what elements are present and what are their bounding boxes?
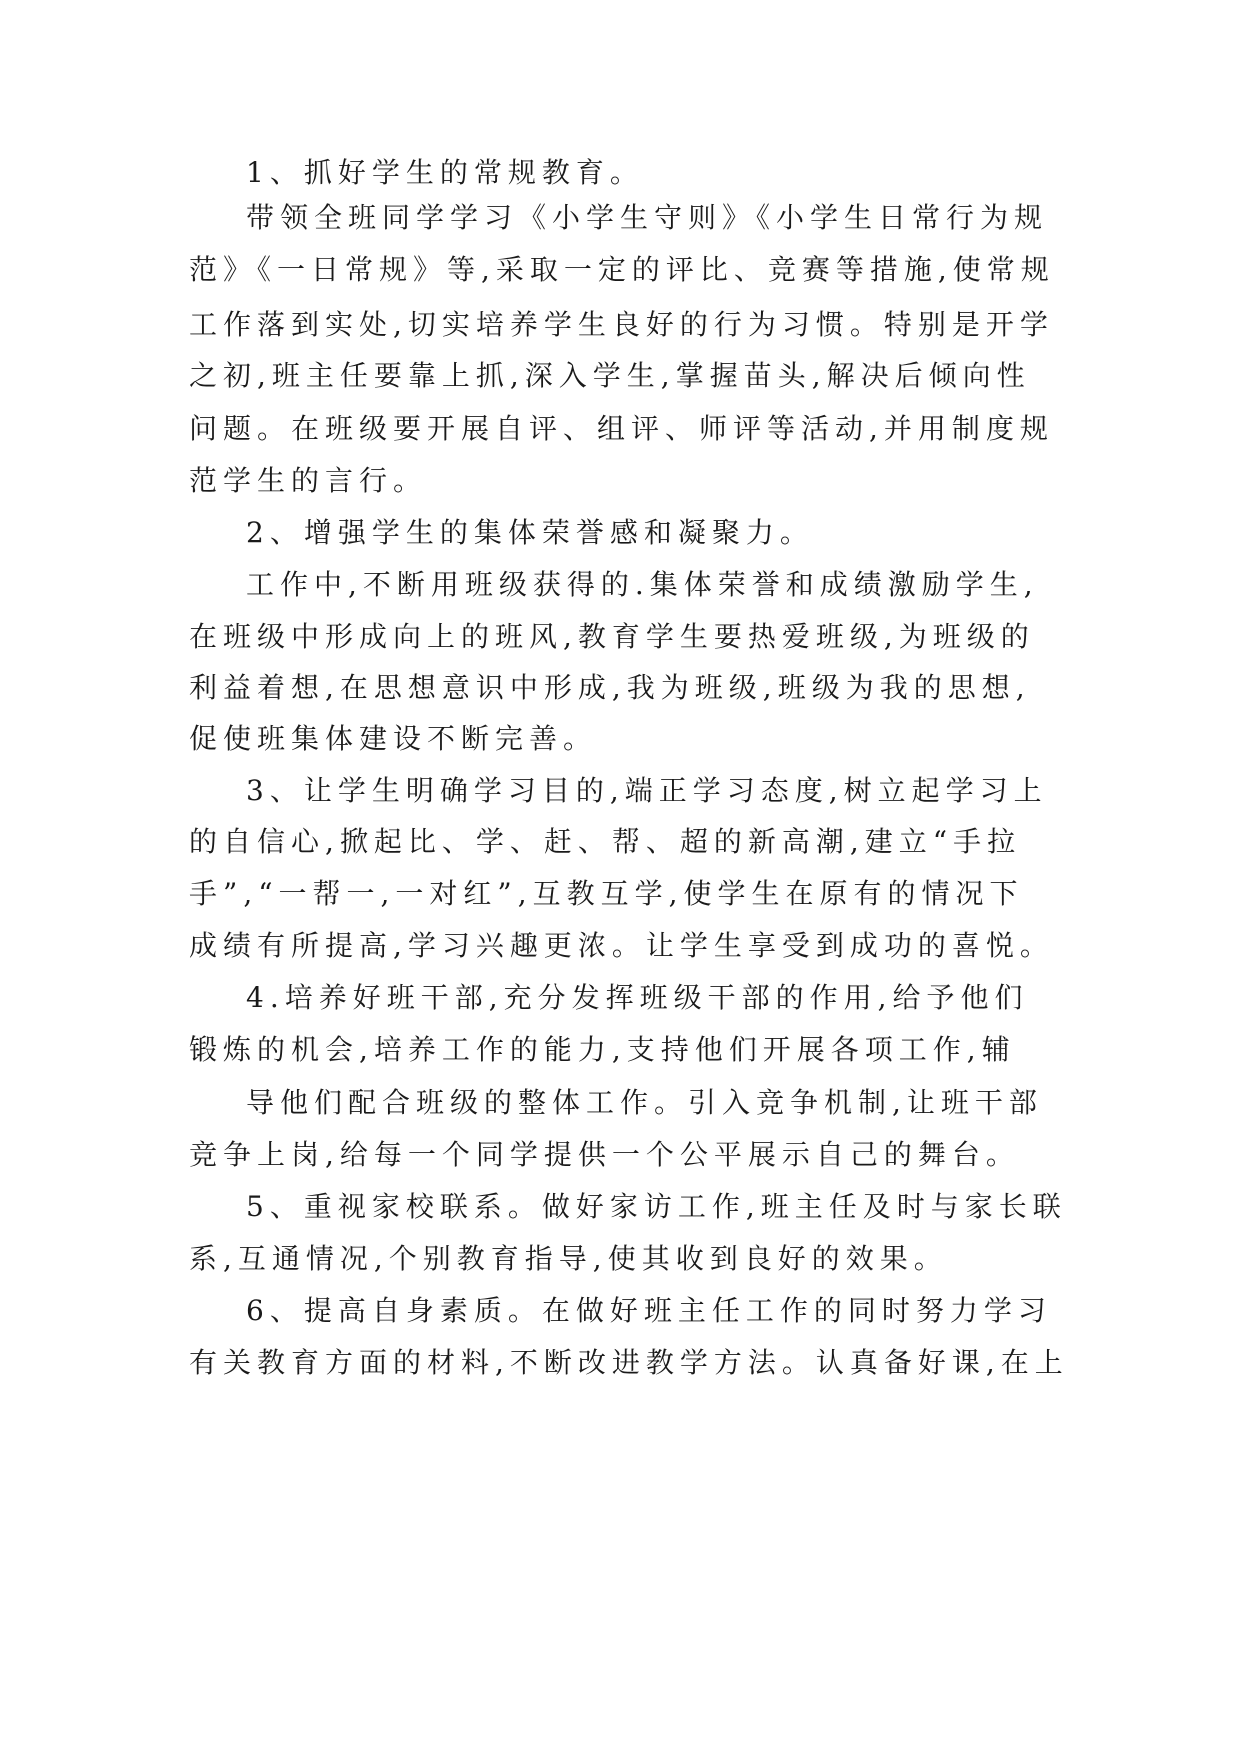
text-line: 促使班集体建设不断完善。 bbox=[189, 722, 598, 755]
text-line: 工作中,不断用班级获得的.集体荣誉和成绩激励学生, bbox=[246, 568, 1039, 601]
text-line: 竞争上岗,给每一个同学提供一个公平展示自己的舞台。 bbox=[189, 1138, 1020, 1171]
text-line: 工作落到实处,切实培养学生良好的行为习惯。特别是开学 bbox=[189, 308, 1054, 341]
text-line: 利益着想,在思想意识中形成,我为班级,班级为我的思想, bbox=[189, 671, 1031, 704]
text-line: 系,互通情况,个别教育指导,使其收到良好的效果。 bbox=[189, 1242, 948, 1275]
text-line: 有关教育方面的材料,不断改进教学方法。认真备好课,在上 bbox=[189, 1346, 1069, 1379]
section-heading-6: 6、提高自身素质。在做好班主任工作的同时努力学习 bbox=[246, 1294, 1052, 1327]
section-heading-2: 2、增强学生的集体荣誉感和凝聚力。 bbox=[246, 516, 814, 549]
text-line: 在班级中形成向上的班风,教育学生要热爱班级,为班级的 bbox=[189, 620, 1035, 653]
text-line: 锻炼的机会,培养工作的能力,支持他们开展各项工作,辅 bbox=[189, 1033, 1016, 1066]
section-heading-4: 4.培养好班干部,充分发挥班级干部的作用,给予他们 bbox=[246, 981, 1029, 1014]
text-line: 导他们配合班级的整体工作。引入竞争机制,让班干部 bbox=[246, 1086, 1043, 1119]
text-line: 范》《一日常规》等,采取一定的评比、竞赛等措施,使常规 bbox=[189, 253, 1055, 286]
text-line: 的自信心,掀起比、学、赶、帮、超的新高潮,建立“手拉 bbox=[189, 825, 1022, 858]
text-line: 成绩有所提高,学习兴趣更浓。让学生享受到成功的喜悦。 bbox=[189, 929, 1054, 962]
text-line: 带领全班同学学习《小学生守则》《小学生日常行为规 bbox=[246, 201, 1049, 234]
text-line: 范学生的言行。 bbox=[189, 464, 428, 497]
text-line: 问题。在班级要开展自评、组评、师评等活动,并用制度规 bbox=[189, 412, 1054, 445]
section-heading-5: 5、重视家校联系。做好家访工作,班主任及时与家长联 bbox=[246, 1190, 1067, 1223]
text-line: 之初,班主任要靠上抓,深入学生,掌握苗头,解决后倾向性 bbox=[189, 359, 1031, 392]
section-heading-1: 1、抓好学生的常规教育。 bbox=[246, 156, 644, 189]
text-line: 手”,“一帮一,一对红”,互教互学,使学生在原有的情况下 bbox=[189, 877, 1024, 910]
section-heading-3: 3、让学生明确学习目的,端正学习态度,树立起学习上 bbox=[246, 774, 1048, 807]
